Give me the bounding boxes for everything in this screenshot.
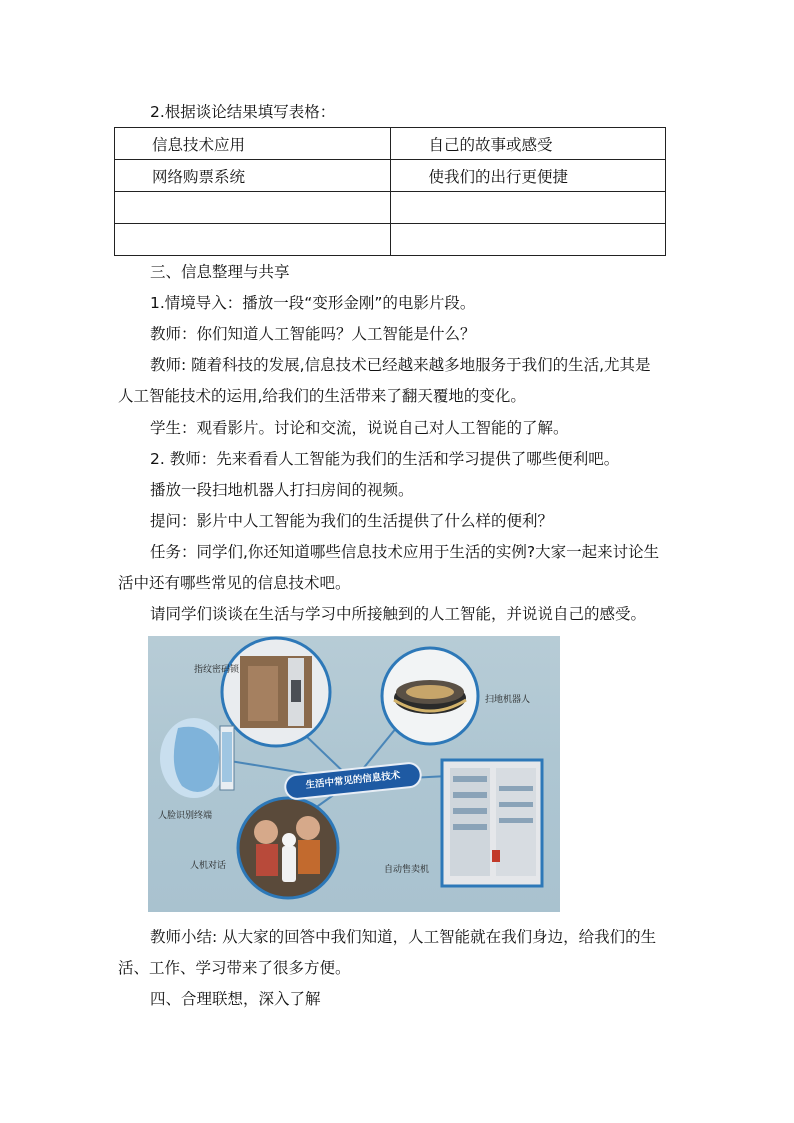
paragraph: 教师：你们知道人工智能吗？人工智能是什么？ bbox=[150, 325, 476, 343]
info-tech-photo bbox=[148, 636, 560, 912]
mindmap-center-label: 生活中常见的信息技术 bbox=[283, 761, 423, 801]
paragraph: 任务：同学们,你还知道哪些信息技术应用于生活的实例?大家一起来讨论生 bbox=[150, 543, 660, 561]
table-cell bbox=[390, 224, 666, 256]
paragraph: 活、工作、学习带来了很多方便。 bbox=[118, 959, 351, 977]
table-instruction: 2.根据谈论结果填写表格： bbox=[150, 103, 336, 121]
paragraph: 教师: 随着科技的发展,信息技术已经越来越多地服务于我们的生活,尤其是 bbox=[150, 356, 651, 374]
table-row bbox=[115, 160, 666, 192]
paragraph: 提问：影片中人工智能为我们的生活提供了什么样的便利？ bbox=[150, 512, 554, 530]
paragraph: 2. 教师：先来看看人工智能为我们的生活和学习提供了哪些便利吧。 bbox=[150, 450, 620, 468]
fingerprint-lock-label: 指纹密码锁 bbox=[194, 665, 240, 675]
table-header-row bbox=[115, 128, 666, 160]
paragraph: 1.情境导入：播放一段“变形金刚”的电影片段。 bbox=[150, 294, 476, 312]
vending-machine-label: 自动售卖机 bbox=[384, 865, 430, 875]
table-cell bbox=[115, 224, 391, 256]
section-heading-3: 三、信息整理与共享 bbox=[150, 263, 290, 281]
paragraph: 请同学们谈谈在生活与学习中所接触到的人工智能，并说说自己的感受。 bbox=[150, 605, 647, 623]
human-machine-dialog-label: 人机对话 bbox=[190, 861, 227, 871]
section-heading-4: 四、合理联想，深入了解 bbox=[150, 990, 321, 1008]
table-cell: 网络购票系统 bbox=[115, 160, 391, 192]
table-row bbox=[115, 224, 666, 256]
table-cell: 使我们的出行更便捷 bbox=[390, 160, 666, 192]
discussion-table bbox=[114, 127, 666, 256]
robot-vacuum-label: 扫地机器人 bbox=[485, 695, 531, 705]
paragraph: 教师小结: 从大家的回答中我们知道，人工智能就在我们身边，给我们的生 bbox=[150, 928, 657, 946]
face-recognition-image bbox=[160, 718, 234, 798]
table-header-cell: 自己的故事或感受 bbox=[390, 128, 666, 160]
paragraph: 学生：观看影片。讨论和交流，说说自己对人工智能的了解。 bbox=[150, 419, 569, 437]
vending-machine-image bbox=[442, 760, 542, 886]
paragraph: 活中还有哪些常见的信息技术吧。 bbox=[118, 574, 351, 592]
face-recognition-label: 人脸识别终端 bbox=[158, 811, 213, 821]
paragraph: 播放一段扫地机器人打扫房间的视频。 bbox=[150, 481, 414, 499]
robot-vacuum-image bbox=[382, 648, 478, 744]
table-cell bbox=[115, 192, 391, 224]
fingerprint-lock-image bbox=[222, 638, 330, 746]
human-machine-dialog-image bbox=[238, 798, 338, 898]
table-cell bbox=[390, 192, 666, 224]
table-header-cell: 信息技术应用 bbox=[115, 128, 391, 160]
paragraph: 人工智能技术的运用,给我们的生活带来了翻天覆地的变化。 bbox=[118, 387, 526, 405]
table-row bbox=[115, 192, 666, 224]
